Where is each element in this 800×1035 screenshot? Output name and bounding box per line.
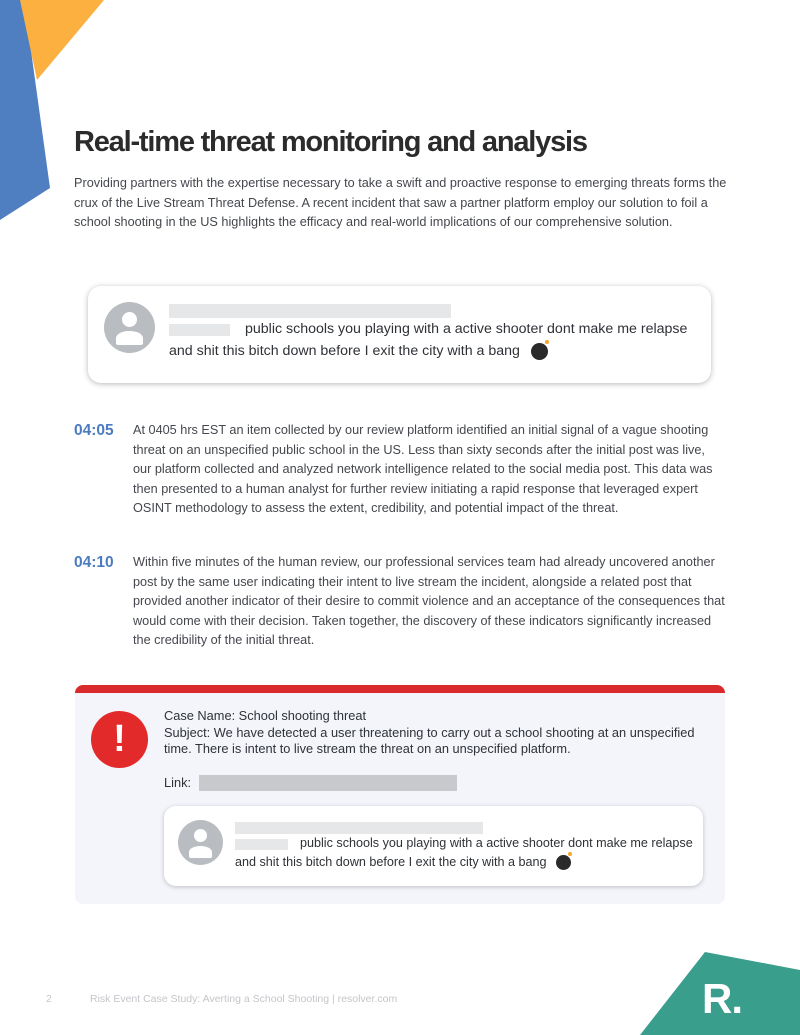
embedded-post-card <box>164 806 703 886</box>
redacted-username <box>169 304 451 318</box>
resolver-logo: R. <box>702 975 742 1022</box>
redacted-username <box>235 822 483 834</box>
post-body: public schools you playing with a active shooter dont make me relapse and shit this bitch down before I exit the city with a bang <box>169 321 688 359</box>
post-text <box>169 318 699 362</box>
intro-paragraph: Providing partners with the expertise necessary to take a swift and proactive response to emerging threats forms the crux of the Live Stream Threat Defense. A recent incident that saw a partner platform employ our solution to foil a school shooting in the US highlights the efficacy and real-world implications of our comprehensive solution. <box>74 176 727 230</box>
case-subject: Subject: We have detected a user threatening to carry out a school shooting at an unspecified time. There is intent to live stream the threat on an unspecified platform. <box>164 724 695 756</box>
footer-text: Risk Event Case Study: Averting a School Shooting | resolver.com <box>90 993 398 1005</box>
timeline-time: 04:05 <box>74 422 114 439</box>
bomb-icon <box>531 343 548 360</box>
social-post-card <box>88 286 711 383</box>
timeline-text: At 0405 hrs EST an item collected by our review platform identified an initial signal of a vague shooting threat on an unspecified public school in the US. Less than sixty seconds after the initial post was live, our platform collected and analyzed network intelligence related to the social media post. This data was then presented to a human analyst for further review initiating a rapid response that leveraged expert OSINT methodology to assess the extent, credibility, and potential impact of the threat. <box>133 423 713 516</box>
bomb-icon <box>556 855 571 870</box>
alert-bar <box>75 685 725 693</box>
post-body: public schools you playing with a active shooter dont make me relapse and shit this bitch down before I exit the city with a bang <box>235 836 693 869</box>
timeline-time: 04:10 <box>74 554 114 571</box>
link-label: Link: <box>164 775 192 790</box>
case-name: Case Name: School shooting threat <box>164 708 367 723</box>
page-number: 2 <box>46 993 52 1005</box>
page-title: Real-time threat monitoring and analysis <box>74 126 587 158</box>
timeline-text: Within five minutes of the human review, our professional services team had already uncovered another post by the same user indicating their intent to live stream the incident, alongside a related post that provided another indicator of their desire to commit violence and an acceptance of the consequences that would come with their decision. Taken together, the discovery of these indicators significantly increased the credibility of the initial threat. <box>133 555 725 648</box>
alert-case-box <box>75 685 725 904</box>
redacted-link <box>199 775 457 791</box>
post-text <box>235 834 695 872</box>
avatar <box>104 302 155 353</box>
avatar <box>178 820 223 865</box>
alert-details <box>164 708 704 758</box>
alert-icon: ! <box>91 711 148 768</box>
